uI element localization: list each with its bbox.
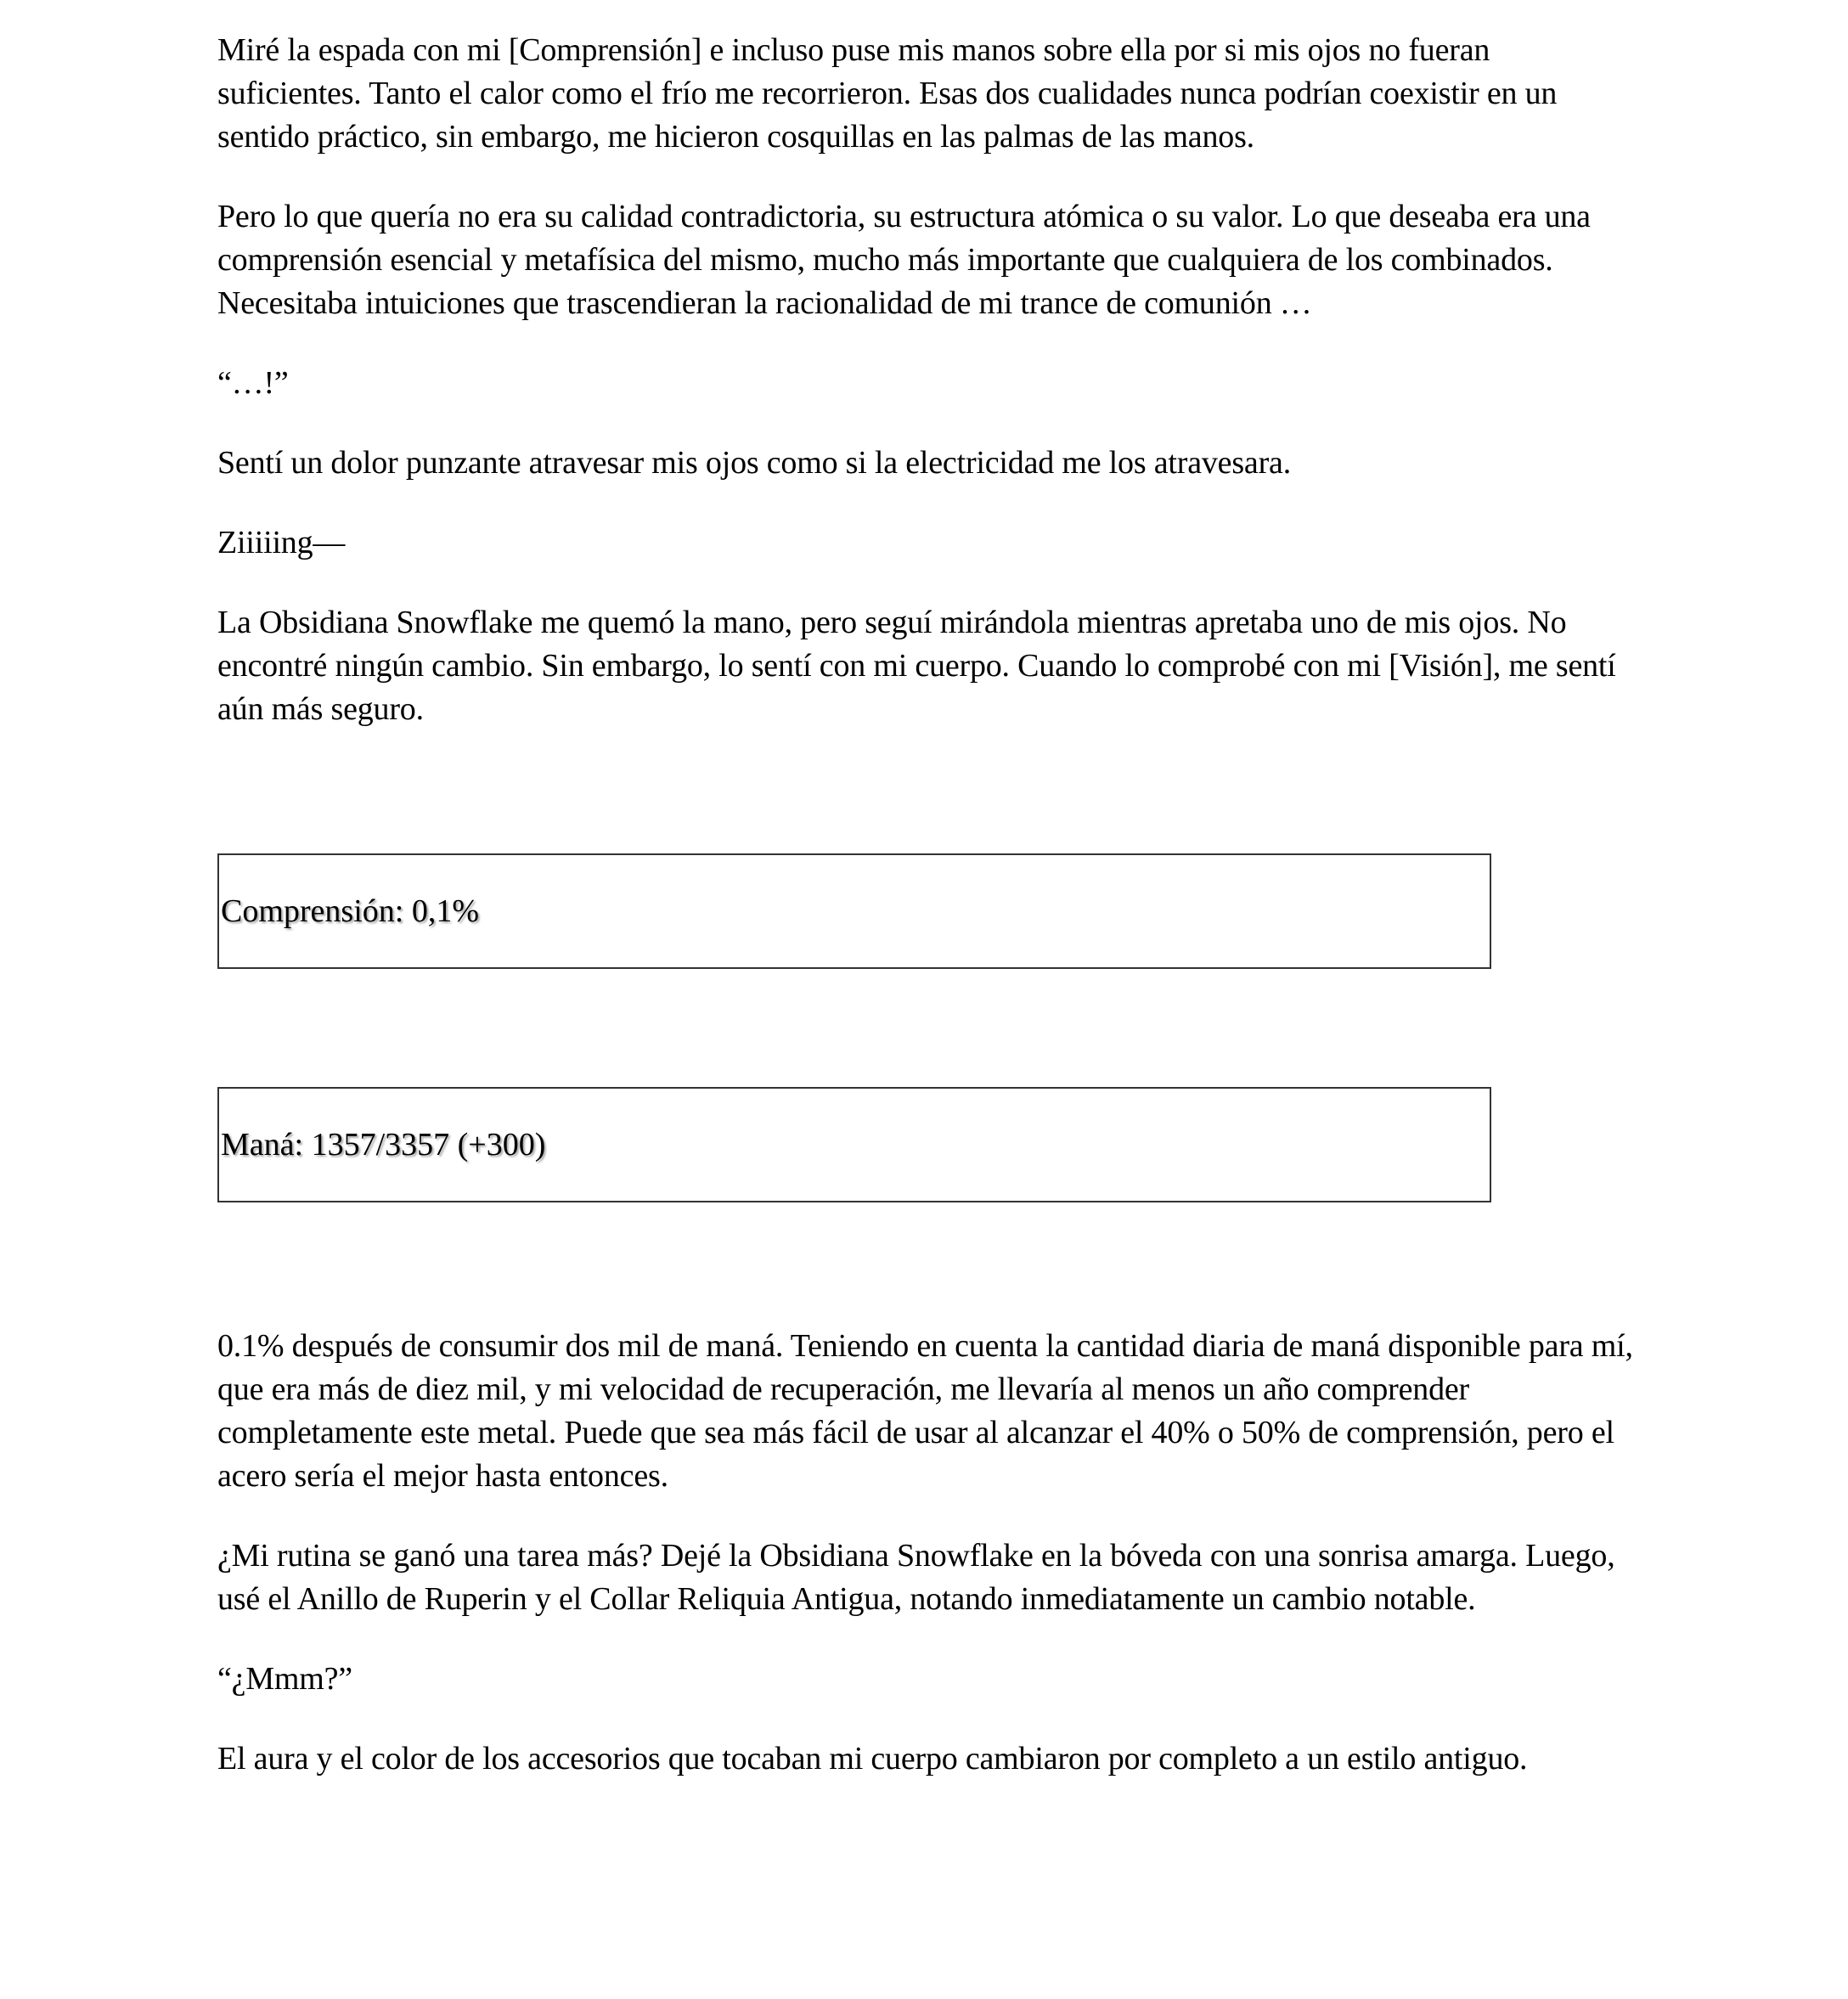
document-body-bottom [217,1325,1636,1817]
paragraph: La Obsidiana Snowflake me quemó la mano, pero seguí mirándola mientras apretaba uno de mis ojos. No encontré ningún cambio. Sin embargo, lo sentí con mi cuerpo. Cuando lo comprobé con mi [Visión], me sentí aún más seguro. [217,605,1616,727]
paragraph: Pero lo que quería no era su calidad contradictoria, su estructura atómica o su valor. Lo que deseaba era una comprensión esencial y metafísica del mismo, mucho más importante que cualquiera de los combinados. Necesitaba intuiciones que trascendieran la racionalidad de mi trance de comunión … [217,199,1591,321]
paragraph: 0.1% después de consumir dos mil de maná. Teniendo en cuenta la cantidad diaria de maná disponible para mí, que era más de diez mil, y mi velocidad de recuperación, me llevaría al menos un año comprender completamente este metal. Puede que sea más fácil de usar al alcanzar el 40% o 50% de comprensión, pero el acero sería el mejor hasta entonces. [217,1328,1633,1494]
status-box-mana [217,1087,1491,1202]
paragraph: ¿Mi rutina se ganó una tarea más? Dejé la Obsidiana Snowflake en la bóveda con una sonrisa amarga. Luego, usé el Anillo de Ruperin y el Collar Reliquia Antigua, notando inmediatamente un cambio notable. [217,1538,1615,1617]
status-text: Comprensión: 0,1% [221,893,479,929]
paragraph: “…!” [217,365,289,401]
paragraph: Sentí un dolor punzante atravesar mis ojos como si la electricidad me los atravesara. [217,445,1292,481]
paragraph: Ziiiiing— [217,525,346,560]
paragraph: El aura y el color de los accesorios que tocaban mi cuerpo cambiaron por completo a un estilo antiguo. [217,1741,1528,1777]
paragraph: Miré la espada con mi [Comprensión] e incluso puse mis manos sobre ella por si mis ojos no fueran suficientes. Tanto el calor como el frío me recorrieron. Esas dos cualidades nunca podrían coexistir en un sentido práctico, sin embargo, me hicieron cosquillas en las palmas de las manos. [217,32,1558,155]
document-body-top [217,29,1636,768]
status-text: Maná: 1357/3357 (+300) [221,1126,546,1163]
status-box-comprehension [217,853,1491,969]
paragraph: “¿Mmm?” [217,1661,352,1697]
